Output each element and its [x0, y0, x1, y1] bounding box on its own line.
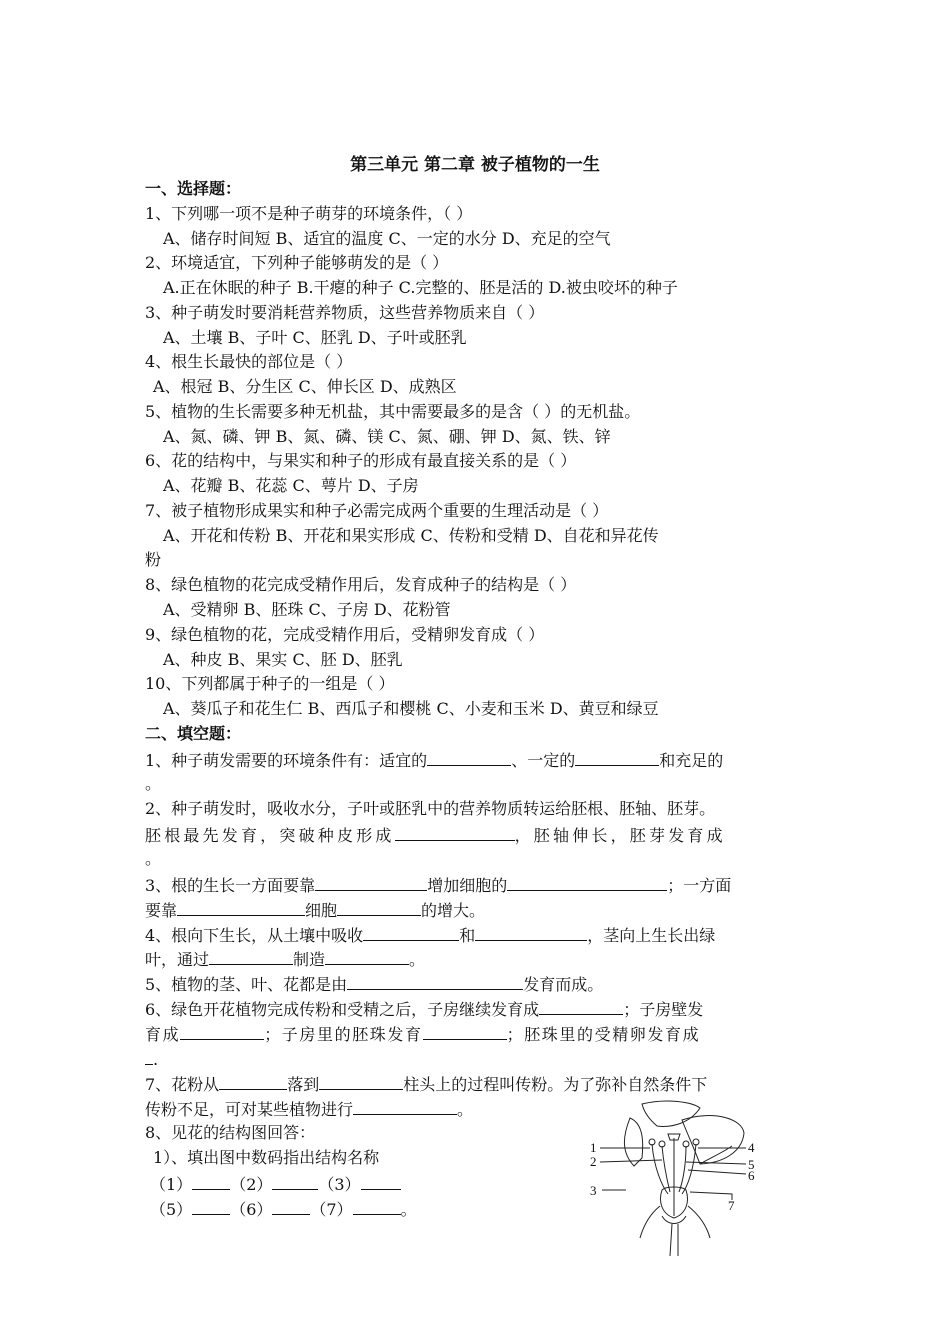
- question-7-options-continued: 粉: [145, 550, 162, 569]
- fill-1-text-a: 1、种子萌发需要的环境条件有：适宜的: [145, 751, 428, 770]
- fill-5-text-b: 发育而成。: [523, 975, 604, 994]
- fill-4-blank-2[interactable]: [475, 922, 587, 941]
- fill-8-end-mark: 。: [400, 1200, 417, 1219]
- fill-1-blank-1[interactable]: [427, 747, 511, 766]
- fill-7-blank-3[interactable]: [353, 1096, 457, 1115]
- fill-1: [145, 747, 723, 773]
- fill-2-blank-1[interactable]: [395, 822, 515, 841]
- label-5-number: （5）: [150, 1200, 193, 1219]
- question-7-options: A、开花和传粉 B、开花和果实形成 C、传粉和受精 D、自花和异花传: [163, 526, 659, 545]
- fill-6-blank-1[interactable]: [539, 996, 623, 1015]
- fill-4-blank-1[interactable]: [363, 922, 459, 941]
- diagram-label-6: 6: [748, 1168, 755, 1183]
- section-fill-heading: 二、填空题：: [145, 724, 242, 743]
- fill-3-text-c: ；一方面: [667, 876, 732, 895]
- label-5-blank[interactable]: [192, 1196, 230, 1215]
- fill-2-text-b: ，胚轴伸长，胚芽发育成: [514, 826, 726, 845]
- sepal-right: [688, 1206, 710, 1238]
- fill-2-line-1: 2、种子萌发时，吸收水分，子叶或胚乳中的营养物质转运给胚根、胚轴、胚芽。: [145, 799, 716, 818]
- question-2-options: A.正在休眠的种子 B.干瘪的种子 C.完整的、胚是活的 D.被虫咬坏的种子: [163, 278, 678, 297]
- fill-5-blank-1[interactable]: [347, 971, 523, 990]
- page-title: 第三单元 第二章 被子植物的一生: [350, 155, 600, 175]
- fill-6-blank-4[interactable]: [145, 1046, 153, 1065]
- fill-7-text-d: 传粉不足，可对某些植物进行: [145, 1100, 354, 1119]
- leader-5: [686, 1162, 746, 1164]
- label-7-number: （7）: [310, 1200, 353, 1219]
- fill-6-text-e: ；胚珠里的受精卵发育成: [506, 1025, 701, 1044]
- fill-8-row-2: [150, 1196, 417, 1222]
- fill-6-text-d: ；子房里的胚珠发育: [264, 1025, 423, 1044]
- petal-left: [624, 1118, 642, 1166]
- label-6-blank[interactable]: [272, 1196, 310, 1215]
- question-5-options: A、氮、磷、钾 B、氮、磷、镁 C、氮、硼、钾 D、氮、铁、锌: [163, 427, 611, 446]
- fill-6-text-c: 育成: [145, 1025, 181, 1044]
- fill-3-blank-3[interactable]: [177, 897, 305, 916]
- question-1: 1、下列哪一项不是种子萌芽的环境条件，（ ）: [145, 204, 473, 223]
- label-2-blank[interactable]: [272, 1171, 318, 1190]
- leader-6: [688, 1170, 746, 1174]
- fill-7-line-1: [145, 1071, 707, 1097]
- fill-4-line-1: [145, 922, 715, 948]
- fill-4-blank-3[interactable]: [209, 946, 293, 965]
- question-3-options: A、土壤 B、子叶 C、胚乳 D、子叶或胚乳: [163, 328, 467, 347]
- question-6-options: A、花瓣 B、花蕊 C、萼片 D、子房: [163, 476, 419, 495]
- question-8-options: A、受精卵 B、胚珠 C、子房 D、花粉管: [163, 600, 451, 619]
- question-8: 8、绿色植物的花完成受精作用后，发育成种子的结构是（ ）: [145, 575, 577, 594]
- fill-6-line-1: [145, 996, 703, 1022]
- fill-3-line-1: [145, 872, 731, 898]
- label-1-blank[interactable]: [192, 1171, 230, 1190]
- fill-4-text-a: 4、根向下生长，从土壤中吸收: [145, 926, 364, 945]
- flower-structure-diagram: [582, 1098, 792, 1258]
- label-1-number: （1）: [150, 1175, 193, 1194]
- fill-3-blank-1[interactable]: [315, 872, 427, 891]
- fill-4-text-c: ，茎向上生长出绿: [587, 926, 716, 945]
- petal-top: [642, 1101, 700, 1126]
- fill-6-blank-3[interactable]: [423, 1021, 507, 1040]
- label-7-blank[interactable]: [353, 1196, 401, 1215]
- fill-7-text-b: 落到: [287, 1075, 320, 1094]
- fill-1-text-c: 和充足的: [659, 751, 724, 770]
- question-7: 7、被子植物形成果实和种子必需完成两个重要的生理活动是（ ）: [145, 501, 609, 520]
- stamen-1: [652, 1144, 668, 1194]
- question-5: 5、植物的生长需要多种无机盐，其中需要最多的是含（ ）的无机盐。: [145, 402, 641, 421]
- question-4-options: A、根冠 B、分生区 C、伸长区 D、成熟区: [153, 377, 457, 396]
- fill-5: [145, 971, 603, 997]
- question-10-options: A、葵瓜子和花生仁 B、西瓜子和樱桃 C、小麦和玉米 D、黄豆和绿豆: [163, 699, 659, 718]
- stem: [670, 1224, 678, 1256]
- label-3-blank[interactable]: [361, 1171, 401, 1190]
- fill-3-blank-4[interactable]: [337, 897, 421, 916]
- question-2: 2、环境适宜，下列种子能够萌发的是（ ）: [145, 253, 449, 272]
- fill-2-text-a: 胚根最先发育，突破种皮形成: [145, 826, 395, 845]
- fill-1-blank-2[interactable]: [575, 747, 659, 766]
- sepal-left: [640, 1206, 660, 1238]
- fill-3-line-2: [145, 897, 485, 923]
- fill-3-blank-2[interactable]: [507, 872, 667, 891]
- fill-7-text-e: 。: [457, 1100, 474, 1119]
- diagram-label-1: 1: [590, 1140, 597, 1155]
- diagram-label-4: 4: [748, 1140, 755, 1155]
- fill-6-text-b: ；子房壁发: [623, 1000, 704, 1019]
- fill-4-text-e: 制造: [293, 950, 326, 969]
- question-9: 9、绿色植物的花，完成受精作用后，受精卵发育成（ ）: [145, 625, 545, 644]
- fill-7-text-c: 柱头上的过程叫传粉。为了弥补自然条件下: [403, 1075, 708, 1094]
- question-10: 10、下列都属于种子的一组是（ ）: [145, 674, 395, 693]
- label-3-number: （3）: [318, 1175, 361, 1194]
- fill-6-line-2: [145, 1021, 700, 1047]
- fill-6-text-a: 6、绿色开花植物完成传粉和受精之后，子房继续发育成: [145, 1000, 540, 1019]
- fill-6-end: [145, 1046, 158, 1072]
- section-choice-heading: 一、选择题：: [145, 179, 242, 198]
- fill-2-line-2: [145, 822, 726, 848]
- fill-6-blank-2[interactable]: [180, 1021, 264, 1040]
- receptacle: [662, 1216, 686, 1224]
- fill-4-text-f: 。: [409, 950, 426, 969]
- fill-3-text-f: 的增大。: [421, 901, 486, 920]
- fill-4-text-b: 和: [459, 926, 476, 945]
- fill-6-end-mark: .: [153, 1050, 159, 1069]
- diagram-label-5: 5: [748, 1157, 755, 1172]
- fill-7-blank-2[interactable]: [319, 1071, 403, 1090]
- fill-3-text-b: 增加细胞的: [427, 876, 508, 895]
- fill-4-blank-4[interactable]: [325, 946, 409, 965]
- question-6: 6、花的结构中，与果实和种子的形成有最直接关系的是（ ）: [145, 451, 577, 470]
- leader-7: [690, 1192, 732, 1200]
- fill-7-text-a: 7、花粉从: [145, 1075, 220, 1094]
- fill-5-text-a: 5、植物的茎、叶、花都是由: [145, 975, 348, 994]
- fill-2-end: 。: [145, 849, 162, 868]
- fill-4-text-d: 叶，通过: [145, 950, 210, 969]
- fill-4-line-2: [145, 946, 425, 972]
- question-1-options: A、储存时间短 B、适宜的温度 C、一定的水分 D、充足的空气: [163, 229, 611, 248]
- fill-8-row-1: [150, 1171, 401, 1197]
- fill-3-text-d: 要靠: [145, 901, 178, 920]
- question-4: 4、根生长最快的部位是（ ）: [145, 352, 353, 371]
- diagram-label-3: 3: [590, 1183, 597, 1198]
- fill-3-text-a: 3、根的生长一方面要靠: [145, 876, 316, 895]
- stamen-3: [679, 1146, 686, 1192]
- question-9-options: A、种皮 B、果实 C、胚 D、胚乳: [163, 650, 403, 669]
- fill-8-subquestion: 1）、填出图中数码指出结构名称: [153, 1148, 380, 1167]
- label-2-number: （2）: [230, 1175, 273, 1194]
- question-3: 3、种子萌发时要消耗营养物质，这些营养物质来自（ ）: [145, 303, 545, 322]
- fill-7-blank-1[interactable]: [219, 1071, 287, 1090]
- label-6-number: （6）: [230, 1200, 273, 1219]
- fill-8-intro: 8、见花的结构图回答：: [145, 1123, 316, 1142]
- fill-7-line-2: [145, 1096, 473, 1122]
- fill-3-text-e: 细胞: [305, 901, 338, 920]
- fill-1-text-b: 、一定的: [511, 751, 576, 770]
- diagram-label-2: 2: [590, 1154, 597, 1169]
- fill-1-end: 。: [145, 774, 162, 793]
- diagram-label-7: 7: [728, 1198, 735, 1213]
